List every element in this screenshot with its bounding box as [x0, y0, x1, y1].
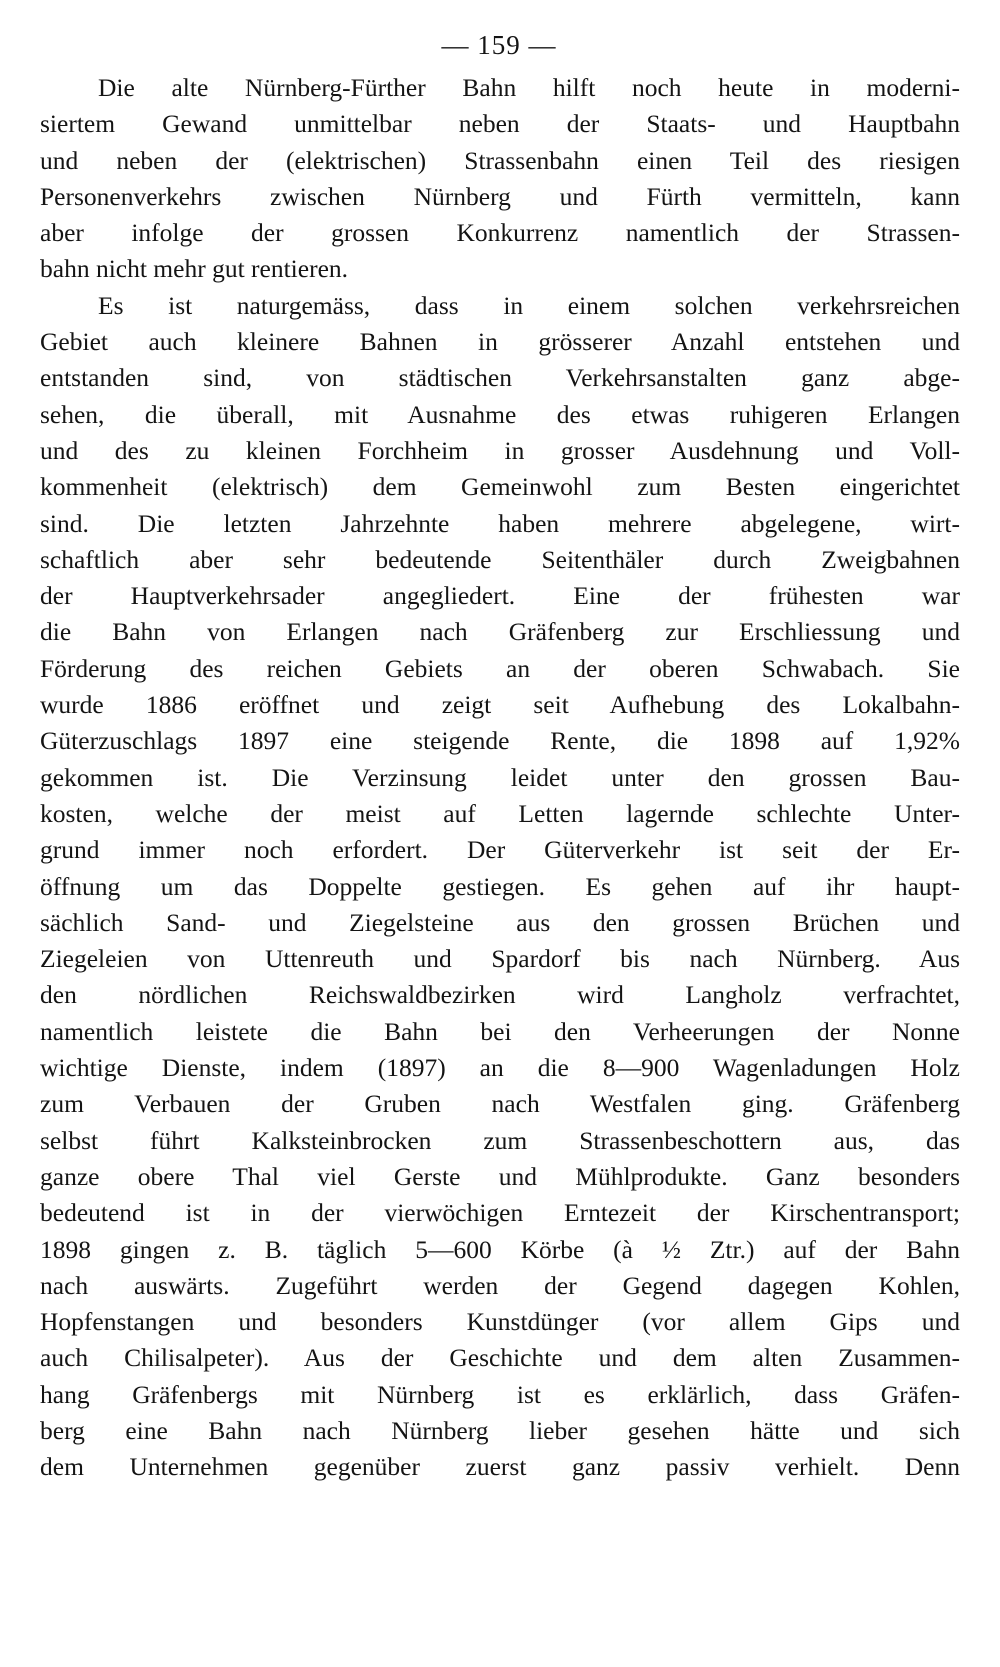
text-line: Es ist naturgemäss, dass in einem solchen verkehrsreichen — [98, 290, 960, 320]
text-line: Gebiet auch kleinere Bahnen in grösserer Anzahl entstehen und — [40, 327, 960, 357]
text-line: Güterzuschlags 1897 eine steigende Rente, die 1898 auf 1,92% — [40, 726, 960, 756]
text-line: dem Unternehmen gegenüber zuerst ganz passiv verhielt. Denn — [40, 1452, 960, 1482]
text-line: nach auswärts. Zugeführt werden der Gegend dagegen Kohlen, — [40, 1270, 960, 1300]
page-number: — 159 — — [441, 30, 557, 60]
text-line: wichtige Dienste, indem (1897) an die 8—900 Wagenladungen Holz — [40, 1053, 960, 1083]
text-line: zum Verbauen der Gruben nach Westfalen ging. Gräfenberg — [40, 1089, 960, 1119]
text-line: wurde 1886 eröffnet und zeigt seit Aufhebung des Lokalbahn- — [40, 690, 960, 720]
text-line: aber infolge der grossen Konkurrenz namentlich der Strassen- — [40, 218, 960, 248]
text-line: den nördlichen Reichswaldbezirken wird Langholz verfrachtet, — [40, 980, 960, 1010]
text-line: sächlich Sand- und Ziegelsteine aus den grossen Brüchen und — [40, 907, 960, 937]
text-line: Hopfenstangen und besonders Kunstdünger (vor allem Gips und — [40, 1307, 960, 1337]
text-line: grund immer noch erfordert. Der Güterverkehr ist seit der Er- — [40, 835, 960, 865]
text-line: siertem Gewand unmittelbar neben der Staats- und Hauptbahn — [40, 109, 960, 139]
text-line: namentlich leistete die Bahn bei den Verheerungen der Nonne — [40, 1016, 960, 1046]
text-line: entstanden sind, von städtischen Verkehrsanstalten ganz abge- — [40, 363, 960, 393]
text-line: schaftlich aber sehr bedeutende Seitenthäler durch Zweigbahnen — [40, 544, 960, 574]
text-line: die Bahn von Erlangen nach Gräfenberg zur Erschliessung und — [40, 617, 960, 647]
text-line: selbst führt Kalksteinbrocken zum Strassenbeschottern aus, das — [40, 1125, 960, 1155]
text-line: gekommen ist. Die Verzinsung leidet unter den grossen Bau- — [40, 762, 960, 792]
text-line: ganze obere Thal viel Gerste und Mühlprodukte. Ganz besonders — [40, 1161, 960, 1191]
text-line: Förderung des reichen Gebiets an der oberen Schwabach. Sie — [40, 653, 960, 683]
text-line: bedeutend ist in der vierwöchigen Erntezeit der Kirschentransport; — [40, 1198, 960, 1228]
text-line: sind. Die letzten Jahrzehnte haben mehrere abgelegene, wirt- — [40, 508, 960, 538]
text-line: berg eine Bahn nach Nürnberg lieber gesehen hätte und sich — [40, 1415, 960, 1445]
text-line: hang Gräfenbergs mit Nürnberg ist es erklärlich, dass Gräfen- — [40, 1379, 960, 1409]
text-line: der Hauptverkehrsader angegliedert. Eine der frühesten war — [40, 581, 960, 611]
text-line: 1898 gingen z. B. täglich 5—600 Körbe (à ½ Ztr.) auf der Bahn — [40, 1234, 960, 1264]
text-line: kommenheit (elektrisch) dem Gemeinwohl zum Besten eingerichtet — [40, 472, 960, 502]
book-page — [40, 28, 960, 1486]
text-line: und neben der (elektrischen) Strassenbahn einen Teil des riesigen — [40, 145, 960, 175]
text-line: öffnung um das Doppelte gestiegen. Es gehen auf ihr haupt- — [40, 871, 960, 901]
text-line: auch Chilisalpeter). Aus der Geschichte und dem alten Zusammen- — [40, 1343, 960, 1373]
text-line: sehen, die überall, mit Ausnahme des etwas ruhigeren Erlangen — [40, 399, 960, 429]
text-line: und des zu kleinen Forchheim in grosser Ausdehnung und Voll- — [40, 435, 960, 465]
text-line: Die alte Nürnberg-Fürther Bahn hilft noch heute in moderni- — [98, 73, 960, 102]
text-line: kosten, welche der meist auf Letten lagernde schlechte Unter- — [40, 798, 960, 828]
text-line: Ziegeleien von Uttenreuth und Spardorf bis nach Nürnberg. Aus — [40, 944, 960, 974]
text-line: Personenverkehrs zwischen Nürnberg und Fürth vermitteln, kann — [40, 181, 960, 211]
paragraph-1 — [40, 70, 960, 288]
text-line: bahn nicht mehr gut rentieren. — [40, 254, 349, 284]
paragraph-2 — [40, 288, 960, 1486]
